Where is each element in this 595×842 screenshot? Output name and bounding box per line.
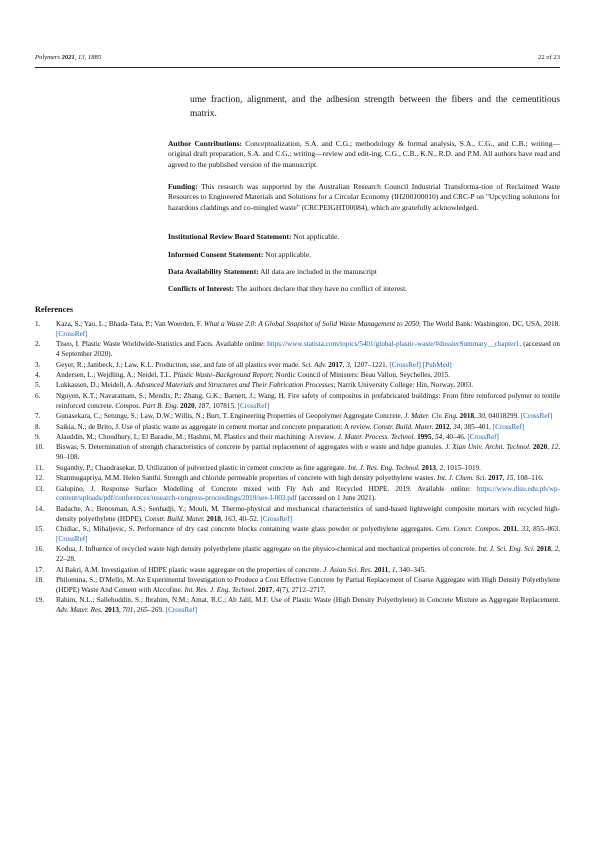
reference-source: Advanced Materials and Structures and Their Fabrication Processes (135, 381, 334, 390)
reference-number: 8. (35, 422, 41, 431)
reference-text: , 04018299. (484, 412, 521, 421)
reference-text: Chidiac, S.; Mihaljevic, S. Performance of dry cast concrete blocks containing waste glass powder or polyethylene aggregates. (56, 525, 436, 534)
reference-source: Int. J. Res. Eng. Technol. (348, 463, 420, 472)
reference-source: Plastic Waste–Background Report (173, 371, 272, 380)
reference-text: Tiseo, I. Plastic Waste Worldwide-Statistics and Facts. Available online: (56, 340, 268, 349)
reference-number: 6. (35, 391, 41, 400)
reference-text: , (502, 474, 507, 483)
reference-number: 1. (35, 320, 41, 328)
reference-source: 1 (391, 565, 396, 574)
reference-item (35, 505, 560, 525)
reference-text: , (474, 412, 478, 421)
reference-source: What a Waste 2.0: A Global Snapshot of Solid Waste Management to 2050 (203, 320, 419, 328)
statement-label: Conflicts of Interest: (168, 284, 235, 293)
reference-text: Suganthy, P.; Chandrasekar, D. Utilization of pulverized plastic in cement concrete as fine aggregate. (56, 463, 349, 472)
statement-label: Institutional Review Board Statement: (168, 232, 292, 241)
reference-source: J. Mater. Civ. Eng. (404, 412, 458, 421)
reference-source: 54 (435, 432, 443, 441)
statement-label: Author Contributions: (168, 139, 242, 148)
reference-number: 13. (35, 484, 44, 493)
reference-year: 2018 (459, 412, 475, 421)
statement-6 (168, 284, 560, 294)
reference-source: 701 (122, 606, 134, 615)
reference-item (35, 576, 560, 596)
reference-item (35, 525, 560, 545)
reference-number: 17. (35, 565, 44, 574)
reference-item (35, 381, 560, 391)
reference-year: 2017 (328, 360, 343, 369)
reference-text: , (547, 443, 552, 452)
reference-item (35, 485, 560, 505)
reference-source: 30 (477, 412, 485, 421)
reference-link[interactable]: https://www.statista.com/topics/5401/global-plastic-waste/#dossierSummary__chapter1 (267, 340, 520, 349)
reference-source: Cem. Concr. Compos. (435, 525, 501, 534)
reference-link[interactable]: [CrossRef] (237, 401, 270, 410)
reference-source: 2 (554, 545, 559, 554)
reference-number: 5. (35, 381, 41, 390)
reference-source: Sci. Adv. (301, 360, 327, 369)
reference-item (35, 443, 560, 463)
reference-text: (accessed on 1 June 2021). (296, 494, 376, 503)
reference-text: , 1207–1221. (349, 360, 390, 369)
reference-source: 2 (439, 463, 444, 472)
reference-item (35, 392, 560, 412)
reference-text: , 855–863. (528, 525, 561, 534)
reference-year: 2017 (488, 474, 503, 483)
reference-source: Int. J. Chem. Sci. (437, 474, 487, 483)
reference-text: Al Bakri, A.M. Investigation of HDPE plastic waste aggregate on the properties of concrete. (56, 565, 324, 574)
reference-text: Biswas, S. Determination of strength characteristics of concrete by partial replacement of aggregates with e waste and hdpe granules. (56, 443, 446, 452)
reference-text: Gunasekara, C.; Setunge, S.; Law, D.W.; Willis, N.; Burt, T. Engineering Properties of Geopolymer Aggregate Concrete. (56, 412, 405, 421)
reference-source: 4 (276, 586, 280, 595)
reference-text: , (436, 463, 440, 472)
statement-label: Data Availability Statement: (168, 267, 259, 276)
reference-text: Kaza, S.; Yao, L.; Bhada-Tata, P.; Van Woerden, F. (56, 320, 204, 328)
reference-link[interactable]: [CrossRef] (520, 412, 553, 421)
reference-source: 15 (506, 474, 514, 483)
reference-item (35, 433, 560, 443)
reference-text: ; Narrik University College: Hin, Norway, 2003. (333, 381, 474, 390)
reference-number: 12. (35, 474, 44, 483)
reference-text: , 385–401. (460, 422, 493, 431)
reference-number: 14. (35, 504, 44, 513)
header-rule (35, 67, 560, 68)
reference-text: , 340–345. (395, 565, 426, 574)
reference-text: , 108–116. (513, 474, 544, 483)
reference-year: 2011 (503, 525, 518, 534)
reference-year: 2017 (258, 586, 273, 595)
reference-text: , 40–46. (442, 432, 468, 441)
page-number: 22 of 23 (538, 54, 560, 61)
reference-text: , (431, 432, 436, 441)
reference-link[interactable]: [CrossRef] (165, 606, 198, 615)
reference-source: J. Mater. Process. Technol. (337, 432, 416, 441)
reference-source: 187 (198, 401, 209, 410)
reference-year: 2018 (206, 514, 221, 523)
reference-text: , (517, 525, 522, 534)
reference-text: , 40–52. (235, 514, 261, 523)
reference-source: 3 (346, 360, 350, 369)
reference-number: 9. (35, 432, 41, 441)
reference-number: 18. (35, 576, 44, 585)
statement-text: Conceptualization, S.A. and C.G.; methodology & formal analysis, S.A., C.G., and C.B.; writing—original draft preparation, S.A. and C.G.; writing—review and edit-ing, C.G., C.B., K.N., R.D. and P.M. All authors have read and agreed to the published version of the manuscript. (168, 139, 561, 169)
reference-text: , 107815. (208, 401, 238, 410)
reference-year: 2012 (435, 422, 450, 431)
reference-item (35, 566, 560, 576)
journal-citation: Polymers 2021, 13, 1885 (35, 54, 102, 61)
reference-year: 1995 (417, 432, 432, 441)
reference-text: , (342, 360, 347, 369)
statement-5 (168, 267, 560, 277)
reference-item (35, 361, 560, 371)
reference-text: . (accessed on 4 September 2020). (56, 340, 560, 359)
reference-source: 33 (521, 525, 529, 534)
reference-text: ; Nordic Council of Ministers: Beau Vallon, Seychelles, 2015. (271, 371, 451, 380)
reference-source: Int. J. Sci. Eng. Sci. (478, 545, 535, 554)
statement-1 (168, 139, 560, 170)
statement-2 (168, 182, 560, 213)
reference-number: 7. (35, 412, 41, 421)
statement-label: Funding: (168, 182, 198, 191)
reference-item (35, 412, 560, 422)
reference-text: Rahim, N.L.; Sallehuddin, S.; Ibrahim, N.M.; Amat, R.C.; Ab Jalil, M.F. Use of Plastic Waste (High Density Polyethylene) in Concrete Mixture as Aggregate Replacement. (56, 596, 560, 605)
reference-number: 16. (35, 545, 44, 554)
statement-text: This research was supported by the Australian Research Council Industrial Transforma-tion of Reclaimed Waste Resources to Engineered Materials and Solutions for a Circular Economy (IH200100010) and CRC-P on "Upcycling solutions for hazardous claddings and co-mingled waste" (CRCPEIGHT00084), which are gratefully acknowledged. (168, 182, 560, 212)
reference-source: Int. Res. J. Eng. Technol. (184, 586, 257, 595)
reference-year: 2013 (421, 463, 437, 472)
reference-text: Lukkassen, D.; Meidell, A. (56, 381, 136, 390)
reference-text: , 265–269. (133, 606, 166, 615)
reference-text: , (449, 422, 454, 431)
reference-text: Geyer, R.; Jambeck, J.; Law, K.L. Production, use, and fate of all plastics ever made. (56, 360, 302, 369)
reference-item (35, 423, 560, 433)
reference-text: Badache, A.; Benosman, A.S.; Senhadji, Y.; Mouli, M. Thermo-physical and mechanical characteristics of sand-based lightweight composite mortars with recycled high-density polyethylene (HDPE). (56, 504, 560, 523)
statement-text: The authors declare that they have no conflict of interest. (234, 284, 408, 293)
reference-source: Adv. Mater. Res. (56, 606, 103, 615)
statement-text: All data are included in the manuscript (258, 267, 377, 276)
reference-number: 15. (35, 525, 44, 534)
reference-text: Galupino, J. Response Surface Modelling of Concrete mixed with Fly Ash and Recycled HDPE. 2019. Available online: (56, 484, 477, 493)
reference-link[interactable]: [PubMed] (422, 360, 452, 369)
reference-number: 19. (35, 596, 44, 605)
reference-text: Saikia, N.; de Brito, J. Use of plastic waste as aggregate in cement mortar and concrete preparation: A review. (56, 422, 374, 431)
reference-item (35, 596, 560, 616)
statement-4 (168, 250, 560, 260)
reference-source: 163 (224, 514, 236, 523)
reference-source: J. Xian Univ. Archit. Technol. (445, 443, 531, 452)
reference-source: 34 (453, 422, 461, 431)
reference-text: , (220, 514, 225, 523)
reference-text: Alauddin, M.; Choudhury, I.; El Baradie, M.; Hashmi, M. Plastics and their machining: A review. (56, 432, 338, 441)
reference-source: Constr. Build. Mater. (144, 514, 205, 523)
reference-source: J. Asian Sci. Res. (323, 565, 373, 574)
reference-year: 2011 (374, 565, 389, 574)
reference-text: Philomina, S.; D'Mello, M. An Experimental Investigation to Produce a Cost Effective Concrete by Partial Replacement of Coarse Aggregate with High Density Polyethylene (HDPE) Waste And Cement with Alccofine. (56, 576, 560, 595)
reference-text: , 1015–1019. (443, 463, 481, 472)
statement-label: Informed Consent Statement: (168, 250, 264, 259)
reference-year: 2018 (536, 545, 551, 554)
reference-item (35, 371, 560, 381)
reference-text: , (388, 565, 392, 574)
reference-item (35, 340, 560, 360)
reference-link[interactable]: [CrossRef] (260, 514, 292, 523)
reference-text: ; The World Bank: Washington, DC, USA, 2018. (418, 320, 560, 328)
reference-item (35, 545, 560, 565)
reference-number: 10. (35, 443, 44, 452)
reference-item (35, 474, 560, 484)
reference-text: , (118, 606, 123, 615)
reference-text: Andersen, L.; Wejdling, A.; Neidel, T.L. (56, 371, 174, 380)
reference-number: 2. (35, 340, 41, 349)
reference-text: Nguyen, K.T.; Navaratnam, S.; Mendis, P.; Zhang, G.K.; Barnett, J.; Wang, H. Fire safety of composites in prefabricated buildings: From fibre reinforced polymer to textile reinforced concrete. (56, 391, 560, 410)
reference-number: 3. (35, 360, 41, 369)
reference-text: Kodua, J. Influence of recycled waste high density polyethylene plastic aggregate on the physico-chemical and mechanical properties of concrete. (56, 545, 479, 554)
reference-link[interactable]: https://www.dlsu.edu.ph/wp-content/uploads/pdf/conferences/research-congress-proceedings/2019/see-I-003.pdf (56, 484, 560, 503)
reference-source: 12 (551, 443, 559, 452)
reference-year: 2013 (104, 606, 119, 615)
reference-link[interactable]: [CrossRef] (389, 360, 421, 369)
reference-link[interactable]: [CrossRef] (467, 432, 499, 441)
reference-source: Compos. Part B. Eng. (115, 401, 179, 410)
reference-link[interactable]: [CrossRef] (56, 329, 88, 338)
statement-text: Not applicable. (263, 250, 312, 259)
reference-item (35, 320, 560, 340)
references-heading: References (35, 305, 74, 314)
reference-text: , (194, 401, 199, 410)
reference-text: (7), 2712–2717. (279, 586, 326, 595)
reference-year: 2020 (532, 443, 548, 452)
reference-link[interactable]: [CrossRef] (56, 535, 88, 544)
reference-link[interactable]: [CrossRef] (492, 422, 525, 431)
reference-number: 4. (35, 371, 41, 380)
statement-3 (168, 232, 560, 242)
references-list (35, 320, 560, 617)
reference-text: Shanmugapriya, M.M. Helen Santhi. Strength and chloride permeable properties of concrete with high density polyethylene wastes. (56, 474, 438, 483)
reference-text: , (272, 586, 277, 595)
reference-number: 11. (35, 463, 44, 472)
reference-text: , (550, 545, 555, 554)
reference-text: , 22–28. (56, 545, 561, 564)
reference-source: Constr. Build. Mater. (373, 422, 434, 431)
reference-item (35, 464, 560, 474)
statement-text: Not applicable. (291, 232, 340, 241)
body-paragraph: ume fraction, alignment, and the adhesion strength between the fibers and the cementitious matrix. (190, 95, 560, 119)
running-header (35, 54, 560, 66)
reference-text: , 90–108. (56, 443, 561, 462)
reference-year: 2020 (180, 401, 195, 410)
